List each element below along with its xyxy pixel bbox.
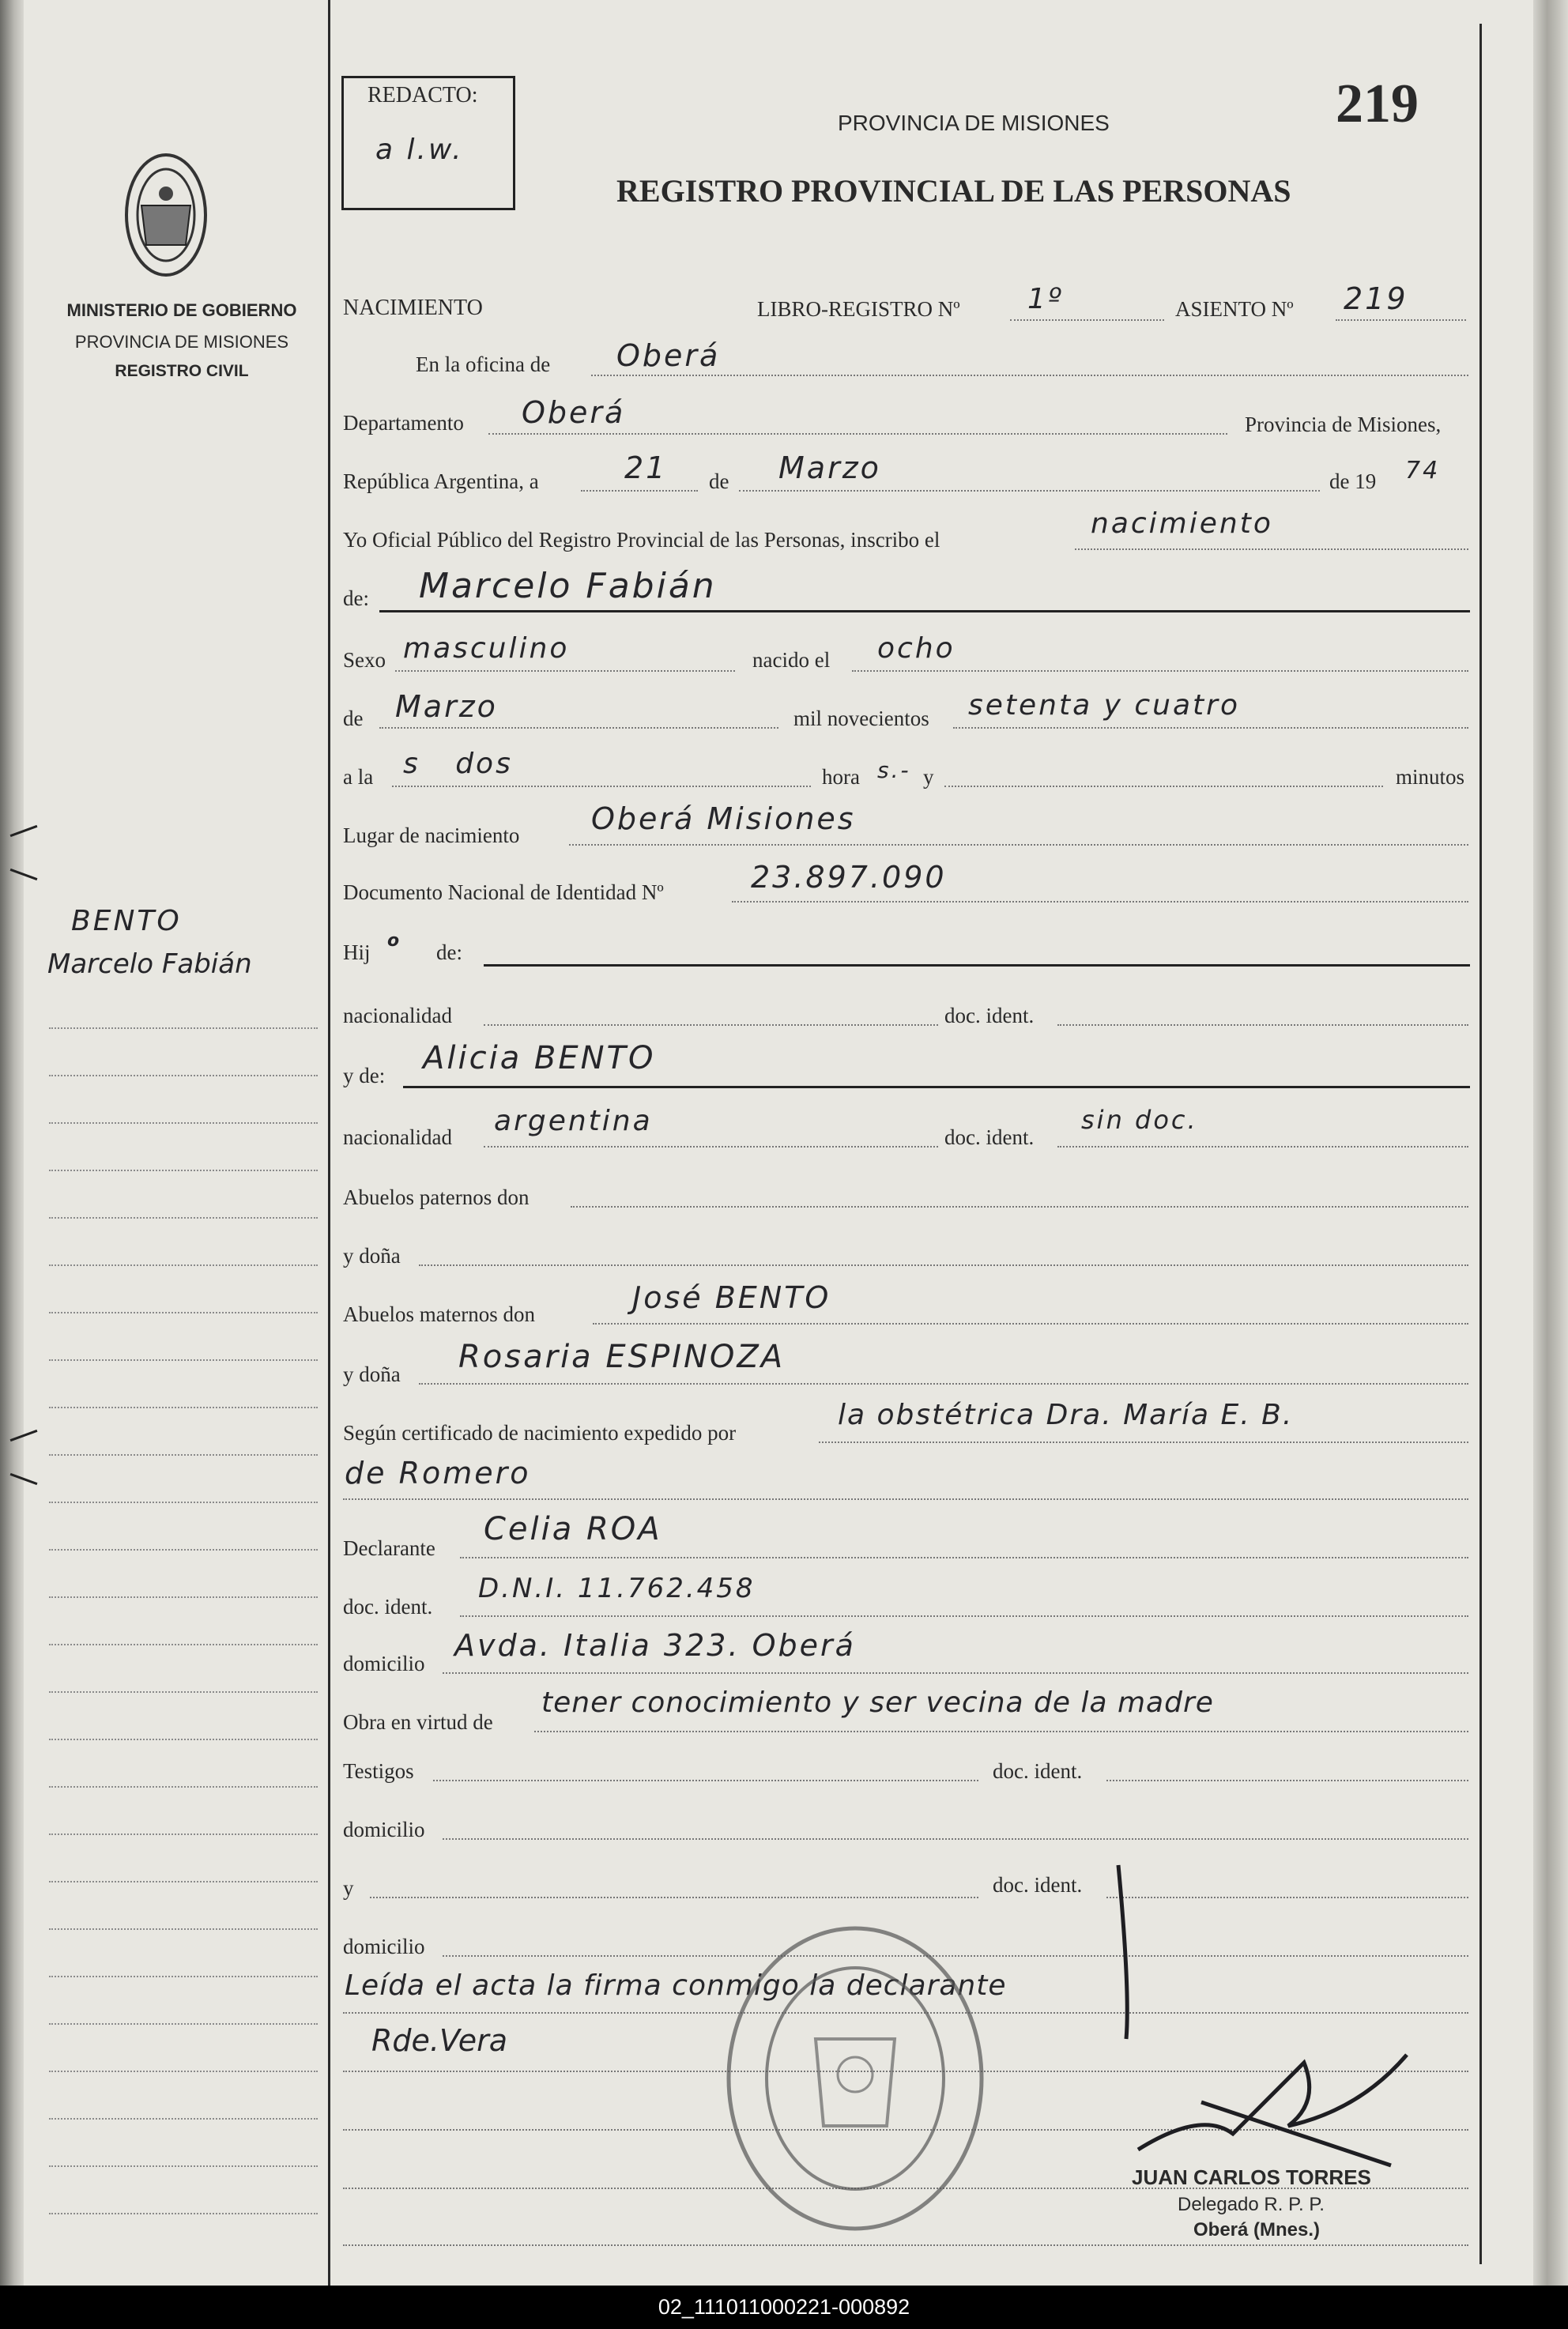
y-dona2-label: y doña (343, 1362, 401, 1386)
mes-nacido-value: Marzo (395, 689, 498, 724)
dotted-line (1106, 1780, 1468, 1781)
certificado-value: la obstétrica Dra. María E. B. (838, 1399, 1294, 1431)
redacto-label: REDACTO: (368, 83, 478, 107)
ministry-label: MINISTERIO DE GOBIERNO (66, 300, 297, 320)
margin-line (49, 1075, 318, 1076)
dotted-line (443, 1672, 1468, 1674)
solid-line (379, 610, 1470, 612)
doc-ident-label: doc. ident. (944, 1004, 1035, 1027)
libro-label: LIBRO-REGISTRO Nº (757, 297, 960, 321)
margin-line (49, 1549, 318, 1551)
margin-line (49, 1644, 318, 1645)
doc-ident2-label: doc. ident. (944, 1125, 1035, 1149)
margin-line (49, 1786, 318, 1788)
declarante-label: Declarante (343, 1536, 435, 1560)
sexo-value: masculino (403, 632, 570, 665)
domicilio-label: domicilio (343, 1652, 425, 1675)
margin-given-names: Marcelo Fabián (47, 948, 252, 980)
hijo-label: Hij (343, 940, 371, 964)
dotted-line (944, 786, 1383, 787)
hora-value: s.- (877, 757, 911, 783)
y-dona-label: y doña (343, 1244, 401, 1268)
y-de-label: y de: (343, 1064, 386, 1087)
de-label: de (709, 469, 729, 493)
a-la-label: a la (343, 765, 374, 789)
civil-registry-label: REGISTRO CIVIL (115, 362, 249, 380)
margin-line (49, 1928, 318, 1930)
de-year-label: de 19 (1329, 469, 1377, 493)
sexo-label: Sexo (343, 648, 386, 672)
dotted-line (953, 727, 1468, 729)
a-la-value: s dos (403, 748, 513, 780)
dotted-line (370, 1897, 978, 1898)
dotted-line (433, 1780, 978, 1781)
left-signature: Rde.Vera (371, 2023, 508, 2058)
de-name-label: de: (343, 586, 369, 610)
dni-label: Documento Nacional de Identidad Nº (343, 880, 664, 904)
domicilio-value: Avda. Italia 323. Oberá (454, 1628, 856, 1663)
abuela-mat-value: Rosaria ESPINOZA (458, 1339, 786, 1375)
margin-line (49, 1122, 318, 1124)
dotted-line (732, 901, 1468, 903)
margin-line (49, 1359, 318, 1361)
dotted-line (593, 1323, 1468, 1325)
hijo-de-label: de: (436, 940, 462, 964)
dotted-line (534, 1731, 1468, 1732)
provincia-label: Provincia de Misiones, (1245, 413, 1442, 436)
official-signature-icon (1106, 1849, 1438, 2181)
margin-line (49, 1407, 318, 1408)
obra-value: tener conocimiento y ser vecina de la madre (541, 1686, 1214, 1719)
provincial-seal-icon (122, 150, 209, 281)
minutos-label: minutos (1396, 765, 1465, 789)
province-heading: PROVINCIA DE MISIONES (838, 111, 1110, 135)
solid-line (403, 1086, 1470, 1088)
dotted-line (343, 1498, 1468, 1500)
dotted-line (419, 1264, 1468, 1266)
mes-value: Marzo (778, 450, 881, 485)
closing-statement: Leída el acta la firma conmigo la declarante (345, 1969, 1007, 2002)
dotted-line (1010, 319, 1164, 321)
margin-line (49, 1976, 318, 1977)
domicilio3-label: domicilio (343, 1935, 425, 1958)
asiento-value: 219 (1344, 281, 1408, 316)
dotted-line (739, 490, 1320, 492)
republica-label: República Argentina, a (343, 469, 539, 493)
dotted-line (819, 1441, 1468, 1443)
dotted-line (443, 1838, 1468, 1840)
nacido-value: ocho (877, 632, 956, 665)
margin-line (49, 1596, 318, 1598)
inscribo-value: nacimiento (1091, 507, 1273, 540)
margin-line (49, 2023, 318, 2025)
dotted-line (392, 786, 811, 787)
asiento-label: ASIENTO Nº (1175, 297, 1294, 321)
margin-line (49, 2118, 318, 2120)
abuelos-pat-label: Abuelos paternos don (343, 1185, 530, 1209)
doc-ident3-value: D.N.I. 11.762.458 (478, 1573, 756, 1604)
margin-line (49, 1312, 318, 1313)
dotted-line (379, 727, 778, 729)
oficial-label: Yo Oficial Público del Registro Provincial de las Personas, inscribo el (343, 528, 940, 552)
margin-line (49, 1217, 318, 1219)
doc-ident4-label: doc. ident. (993, 1759, 1083, 1783)
year-value: 74 (1405, 457, 1441, 484)
mil-label: mil novecientos (793, 707, 929, 730)
mil-value: setenta y cuatro (968, 689, 1240, 722)
dotted-line (1057, 1024, 1468, 1026)
margin-line (49, 1502, 318, 1503)
province-label: PROVINCIA DE MISIONES (74, 332, 289, 352)
margin-line (49, 1454, 318, 1456)
dotted-line (484, 1146, 938, 1148)
margin-line (49, 1881, 318, 1882)
nacionalidad2-label: nacionalidad (343, 1125, 452, 1149)
official-title: Delegado R. P. P. (1178, 2194, 1325, 2215)
margin-line (49, 1691, 318, 1693)
solid-line (484, 964, 1470, 967)
margin-line (49, 1264, 318, 1266)
dotted-line (460, 1557, 1468, 1558)
margin-line (49, 2213, 318, 2214)
nacionalidad2-value: argentina (494, 1105, 653, 1137)
official-place: Oberá (Mnes.) (1193, 2219, 1321, 2240)
doc-ident2-value: sin doc. (1081, 1105, 1198, 1135)
dotted-line (1057, 1146, 1468, 1148)
domicilio2-label: domicilio (343, 1818, 425, 1841)
dotted-line (852, 670, 1468, 672)
de2-label: de (343, 707, 364, 730)
dotted-line (419, 1383, 1468, 1385)
dotted-line (343, 2244, 1468, 2246)
oficina-value: Oberá (616, 338, 721, 373)
right-column-border (1479, 24, 1482, 2264)
abuelos-mat-label: Abuelos maternos don (343, 1302, 535, 1326)
obra-label: Obra en virtud de (343, 1710, 493, 1734)
image-caption: 02_111011000221-000892 (0, 2286, 1568, 2329)
abuelo-mat-value: José BENTO (632, 1280, 831, 1315)
nacido-label: nacido el (752, 648, 831, 672)
book-binding (0, 0, 24, 2286)
dotted-line (484, 1024, 938, 1026)
page-number: 219 (1336, 73, 1419, 134)
dotted-line (571, 1206, 1468, 1208)
declarante-value: Celia ROA (484, 1511, 662, 1547)
doc-ident3-label: doc. ident. (343, 1595, 433, 1619)
name-value: Marcelo Fabián (419, 566, 717, 606)
dotted-line (569, 844, 1468, 846)
lugar-value: Oberá Misiones (591, 801, 856, 836)
margin-line (49, 2165, 318, 2167)
dotted-line (591, 375, 1468, 376)
margin-line (49, 1170, 318, 1171)
dotted-line (460, 1615, 1468, 1617)
margin-line (49, 2071, 318, 2072)
departamento-value: Oberá (522, 395, 626, 430)
margin-line (49, 1739, 318, 1740)
dni-value: 23.897.090 (751, 860, 947, 895)
redacto-box (341, 76, 515, 210)
dotted-line (395, 670, 735, 672)
redacto-initials: a l.w. (375, 134, 464, 166)
dotted-line (1075, 548, 1468, 550)
dotted-line (1336, 319, 1466, 321)
oficina-label: En la oficina de (416, 352, 551, 376)
hora-label: hora (822, 765, 860, 789)
doc-ident5-label: doc. ident. (993, 1873, 1083, 1897)
hijo-suffix: o (387, 931, 402, 951)
lugar-label: Lugar de nacimiento (343, 823, 520, 847)
departamento-label: Departamento (343, 411, 464, 435)
nacimiento-label: NACIMIENTO (343, 296, 483, 320)
official-name: JUAN CARLOS TORRES (1132, 2165, 1371, 2189)
left-column-border (328, 0, 330, 2286)
registry-title: REGISTRO PROVINCIAL DE LAS PERSONAS (616, 173, 1291, 209)
y-label: y (923, 765, 934, 789)
page-edge (1533, 0, 1568, 2286)
certificado-label: Según certificado de nacimiento expedido por (343, 1421, 737, 1445)
margin-line (49, 1833, 318, 1835)
dia-value: 21 (624, 450, 668, 485)
dotted-line (488, 433, 1227, 435)
dotted-line (581, 490, 698, 492)
margin-surname: BENTO (71, 905, 182, 937)
libro-value: 1º (1027, 283, 1064, 315)
certificado-value-2: de Romero (345, 1456, 531, 1490)
testigos-label: Testigos (343, 1759, 414, 1783)
official-stamp-icon (721, 1920, 989, 2237)
nacionalidad-label: nacionalidad (343, 1004, 452, 1027)
y2-label: y (343, 1876, 354, 1900)
madre-value: Alicia BENTO (423, 1040, 656, 1076)
margin-line (49, 1027, 318, 1029)
